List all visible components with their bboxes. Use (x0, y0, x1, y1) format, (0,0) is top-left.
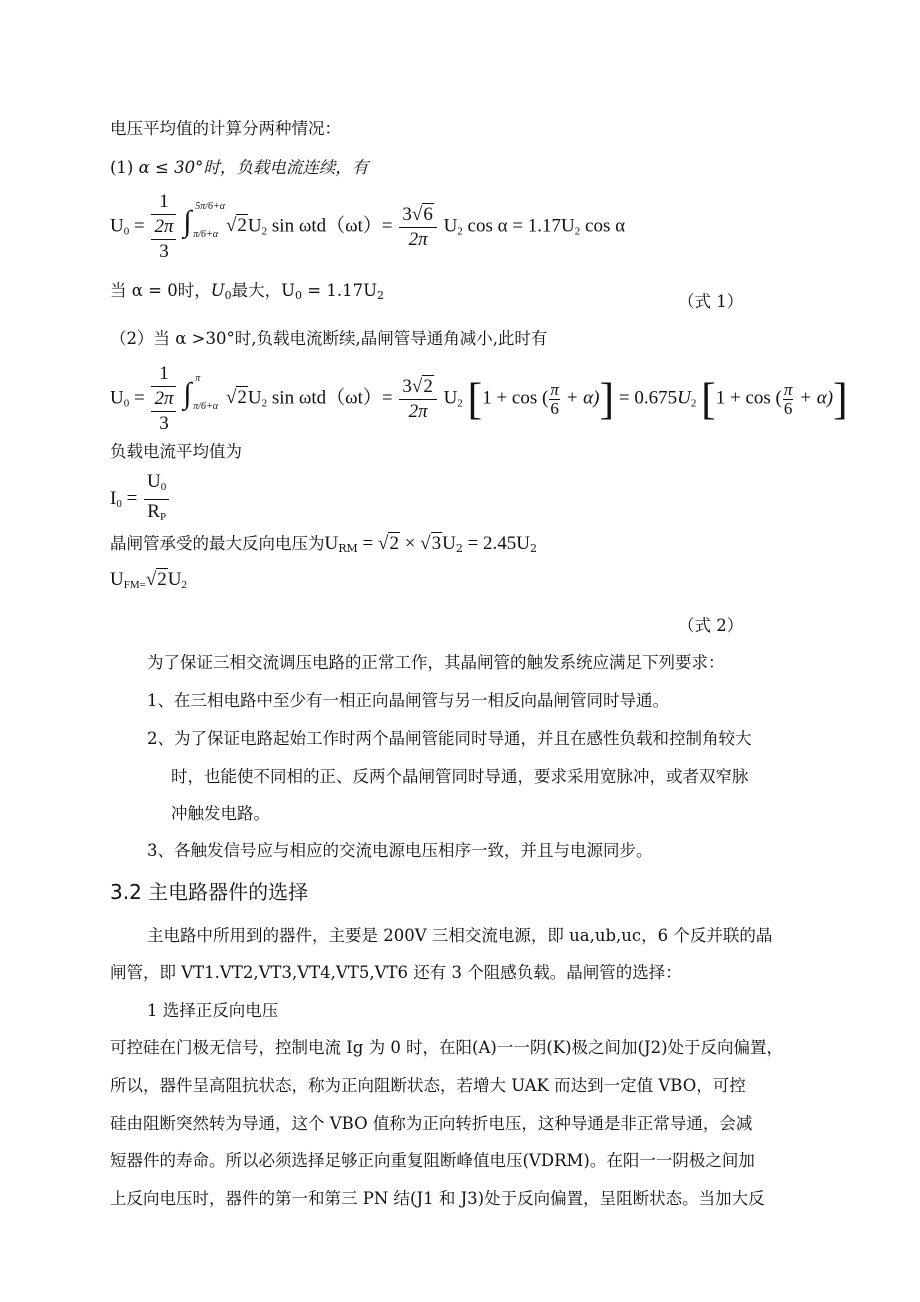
u2-symbol: U (247, 215, 262, 237)
case2-condition: （2）当 α >30°时,负载电流断续,晶闸管导通角减小,此时有 (110, 329, 548, 348)
case1-cond: α ≤ 30°时，负载电流连续，有 (138, 158, 369, 177)
c2-sqrt-2: √2 (225, 387, 247, 409)
c2-pi-b: π (783, 379, 793, 399)
ufm-u: U (110, 569, 124, 590)
integral-lower: π/6+α (193, 229, 219, 240)
i0-formula (110, 470, 171, 529)
urm-sqrt2: √2 (378, 533, 399, 554)
requirement-2: 2、为了保证电路起始工作时两个晶闸管能同时导通，并且在感性负载和控制角较大 (147, 729, 752, 748)
c2-plus-alpha-b: + α) (794, 387, 834, 409)
requirement-3: 3、各触发信号应与相应的交流电源电压相序一致，并且与电源同步。 (147, 841, 653, 860)
urm-eq: = (357, 533, 378, 554)
urm-line (110, 533, 537, 560)
zero-u0-sub: 0 (224, 289, 232, 302)
requirement-2-cont: 时，也能使不同相的正、反两个晶闸管同时导通，要求采用宽脉冲，或者双窄脉 (171, 767, 749, 786)
c2-six: 6 (550, 398, 559, 418)
ufm-s2: 2 (157, 569, 167, 590)
urm-sub: RM (338, 542, 358, 555)
c2-u2-sub: 2 (261, 397, 268, 410)
c2-u2-italic-sub: 2 (690, 397, 697, 410)
sqrt-radicand: 2 (237, 215, 247, 237)
i0-den-sub: P (159, 511, 167, 523)
case1-label: (1) (110, 158, 139, 177)
c2-mid: = 0.675 (614, 387, 678, 409)
avg-current-line: 负载电流平均值为 (110, 442, 242, 461)
coef-a: 3 (402, 203, 412, 225)
equation-label-2: （式 2） (678, 616, 744, 635)
c2-pi-over-6 (549, 381, 560, 418)
zero-u0: U (210, 281, 225, 300)
u2-term-sub: 2 (457, 225, 463, 238)
c2-coef-a: 3 (402, 375, 412, 397)
urm-s2: 2 (389, 533, 399, 554)
case2-formula (110, 362, 848, 436)
zero-text-c: = 1.17U (302, 281, 377, 300)
ufm-sqrt2: √2 (145, 569, 167, 590)
urm-sqrt3: √3 (420, 533, 442, 554)
main-para-line-2: 闸管，即 VT1.VT2,VT3,VT4,VT5,VT6 还有 3 个阻感负载。晶闸管的选择： (110, 963, 682, 982)
zero-u0b: U (281, 281, 296, 300)
i0-den: R (147, 501, 160, 522)
coef-radicand: 6 (423, 203, 433, 225)
c2-frac-mid: 2π (151, 387, 176, 412)
c2-br2-text: 1 + cos ( (715, 387, 782, 409)
ufm-sub: FM= (123, 579, 146, 591)
c2-bracket-close: ] (599, 374, 615, 424)
zero-u0b-sub: 0 (295, 289, 303, 302)
body-line-1: 可控硅在门极无信号，控制电流 Ig 为 0 时，在阳(A)一一阴(K)极之间加(J2)处于反向偏置， (110, 1038, 784, 1057)
c2-coef-radicand: 2 (423, 375, 433, 397)
urm-res: = 2.45U (462, 533, 531, 554)
zero-text-c-sub: 2 (376, 289, 384, 302)
c2-sin-term: sin ωtd（ωt）= (267, 387, 393, 409)
c2-equals: = (133, 387, 145, 409)
c2-u2-term-sub: 2 (457, 397, 463, 410)
equation-label-1: （式 1） (678, 292, 744, 311)
intro-line: 电压平均值的计算分两种情况： (110, 119, 341, 138)
c2-br-text: 1 + cos ( (482, 387, 549, 409)
urm-text: 晶闸管承受的最大反向电压为 (110, 534, 325, 553)
c2-sqrt-radicand: 2 (237, 387, 247, 409)
frac-mid: 2π (151, 215, 176, 240)
c2-six-b: 6 (783, 398, 793, 418)
integral-glyph: ∫ (183, 205, 192, 238)
i0-equals: = (121, 487, 143, 509)
ufm-line (110, 569, 187, 596)
c2-u0-sub: 0 (123, 397, 130, 410)
zero-text-a: 当 α = 0时， (110, 281, 211, 300)
u0-sub: 0 (123, 225, 130, 238)
requirement-2-cont2: 冲触发电路。 (171, 804, 270, 823)
c2-integral-sign (183, 373, 221, 425)
ufm-u2-sub: 2 (181, 579, 188, 591)
case1-condition (110, 157, 368, 179)
c2-frac-den: 3 (159, 413, 169, 434)
urm-u: U (324, 533, 339, 554)
integral-sign (183, 201, 226, 253)
requirements-intro: 为了保证三相交流调压电路的正常工作，其晶闸管的触发系统应满足下列要求： (147, 653, 725, 672)
urm-times: × (399, 533, 421, 554)
c2-u0: U (110, 387, 124, 409)
subheading-1: 1 选择正反向电压 (147, 1001, 279, 1020)
frac-den: 3 (159, 241, 169, 262)
alpha-zero-line (110, 280, 384, 307)
frac-num: 1 (151, 190, 176, 215)
u2-sub: 2 (261, 225, 268, 238)
u0-symbol: U (110, 215, 124, 237)
zero-text-b: 最大， (231, 281, 282, 300)
c2-frac-num: 1 (151, 362, 176, 387)
section-title: 3.2 主电路器件的选择 (110, 880, 309, 904)
c2-u2-italic: U (677, 387, 691, 409)
c2-coef-den: 2π (408, 400, 428, 422)
c2-fraction-1-over-2pi-3 (151, 362, 176, 436)
coef-den: 2π (408, 228, 428, 250)
c2-bracket-open: [ (467, 374, 483, 424)
body-line-2: 所以，器件呈高阻抗状态，称为正向阻断状态，若增大 UAK 而达到一定值 VBO，可控 (110, 1076, 746, 1095)
ufm-u2: U (167, 569, 182, 590)
c2-pi: π (550, 379, 559, 399)
sin-term: sin ωtd（ωt）= (267, 215, 393, 237)
c2-plus-alpha: + α) (560, 387, 600, 409)
c2-u2-term: U (438, 387, 458, 409)
i0-symbol: I (110, 487, 117, 509)
urm-u2: U (442, 533, 456, 554)
main-para-line-1: 主电路中所用到的器件，主要是 200V 三相交流电源，即 ua,ub,uc，6 个反并联的晶 (147, 926, 773, 945)
i0-sub: 0 (116, 497, 122, 510)
u2-term: U (438, 215, 458, 237)
body-line-3: 硅由阻断突然转为导通，这个 VBO 值称为正向转折电压，这种导通是非正常导通，会减 (110, 1114, 753, 1133)
i0-num-sub: 0 (160, 481, 167, 493)
urm-res-sub: 2 (530, 542, 538, 555)
integral-upper: 5π/6+α (195, 201, 226, 212)
cos-term: cos α = 1.17U (462, 215, 575, 237)
sqrt-2: √2 (225, 215, 247, 237)
fraction-1-over-2pi-3 (151, 190, 176, 264)
body-line-4: 短器件的寿命。所以必须选择足够正向重复阻断峰值电压(VDRM)。在阳一一阴极之间加 (110, 1151, 755, 1170)
fraction-3sqrt6-over-2pi: $\frac{3√6}{2\pi}$ (399, 203, 436, 252)
cos-term-sub: 2 (574, 225, 581, 238)
c2-pi-over-6-b (783, 381, 794, 418)
c2-fraction-3sqrt2-over-2pi: $\frac{3√2}{2\pi}$ (399, 375, 436, 424)
body-line-5: 上反向电压时，器件的第一和第三 PN 结(J1 和 J3)处于反向偏置，呈阻断状态。当加大反 (110, 1189, 765, 1208)
urm-u2-sub: 2 (455, 542, 463, 555)
i0-fraction (144, 470, 169, 529)
equals-sign: = (133, 215, 145, 237)
urm-s3: 3 (431, 533, 442, 554)
i0-num: U (147, 471, 161, 492)
cos-term-end: cos α (580, 215, 626, 237)
c2-u2: U (247, 387, 262, 409)
c2-integral-upper: π (195, 373, 201, 384)
requirement-1: 1、在三相电路中至少有一相正向晶闸管与另一相反向晶闸管同时导通。 (147, 691, 669, 710)
c2-bracket2-open: [ (701, 374, 716, 424)
c2-integral-lower: π/6+α (193, 401, 219, 412)
case1-formula (110, 190, 625, 264)
c2-integral-glyph: ∫ (183, 377, 192, 410)
c2-bracket2-close: ] (833, 374, 848, 424)
